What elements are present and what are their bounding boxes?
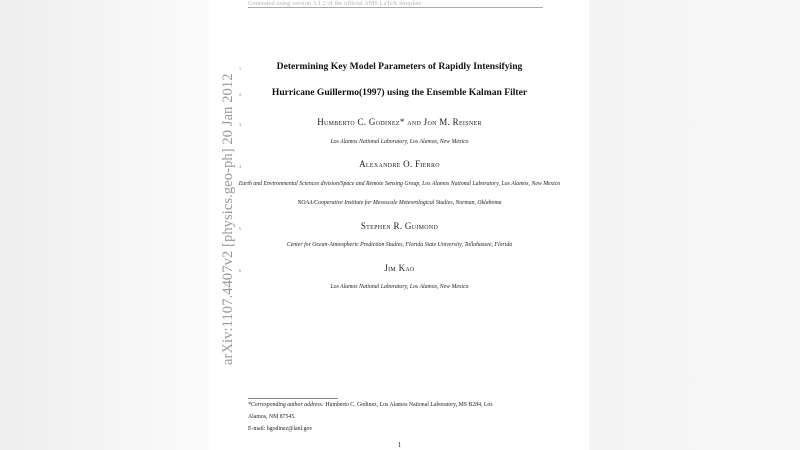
arxiv-stamp: arXiv:1107.4407v2 [physics.geo-ph] 20 Jan 2012 xyxy=(220,73,236,365)
author-fierro: Alexandre O. Fierro xyxy=(359,159,440,169)
paper-page xyxy=(210,0,589,450)
header-rule xyxy=(248,7,543,8)
line-number: 2 xyxy=(239,92,241,97)
page-number: 1 xyxy=(397,441,402,449)
line-number: 3 xyxy=(239,122,241,127)
footnote-address xyxy=(248,402,493,408)
affiliation-lanl: Los Alamos National Laboratory, Los Alamos, New Mexico xyxy=(330,139,469,145)
line-number: 5 xyxy=(239,226,241,231)
line-number: 4 xyxy=(239,164,241,169)
paper-title-line-1: Determining Key Model Parameters of Rapidly Intensifying xyxy=(276,61,523,72)
footnote-label: *Corresponding author address: xyxy=(248,402,324,408)
author-kao: Jim Kao xyxy=(384,263,415,273)
viewer-background-right xyxy=(589,0,800,450)
footnote-rule xyxy=(248,398,338,399)
line-number: 1 xyxy=(239,66,241,71)
affiliation-fsu-coaps: Center for Ocean-Atmospheric Prediction Studies, Florida State University, Tallahassee, Florida xyxy=(286,242,513,248)
author-guimond: Stephen R. Guimond xyxy=(360,221,439,231)
author-godinez-reisner: Humberto C. Godinez* and Jon M. Reisner xyxy=(317,117,482,127)
footnote-email: E-mail: hgodinez@lanl.gov xyxy=(248,426,313,432)
footnote-text: Humberto C. Godinez, Los Alamos National Laboratory, MS B284, Los xyxy=(323,402,493,408)
paper-title-line-2: Hurricane Guillermo(1997) using the Ensemble Kalman Filter xyxy=(271,87,528,98)
footnote-address-cont: Alamos, NM 87545. xyxy=(248,414,296,420)
template-note: Generated using version 3.1.2 of the official AMS LaTeX template xyxy=(248,0,422,7)
affiliation-noaa-cimms: NOAA/Cooperative Institute for Mesoscale Meteorological Studies, Norman, Oklahoma xyxy=(297,200,502,206)
affiliation-lanl-ees: Earth and Environmental Sciences division/Space and Remote Sensing Group, Los Alamos National Laboratory, Los Alamos, New Mexico xyxy=(238,181,561,187)
viewer-background-left xyxy=(0,0,210,450)
line-number: 6 xyxy=(239,268,241,273)
affiliation-lanl-2: Los Alamos National Laboratory, Los Alamos, New Mexico xyxy=(330,284,469,290)
